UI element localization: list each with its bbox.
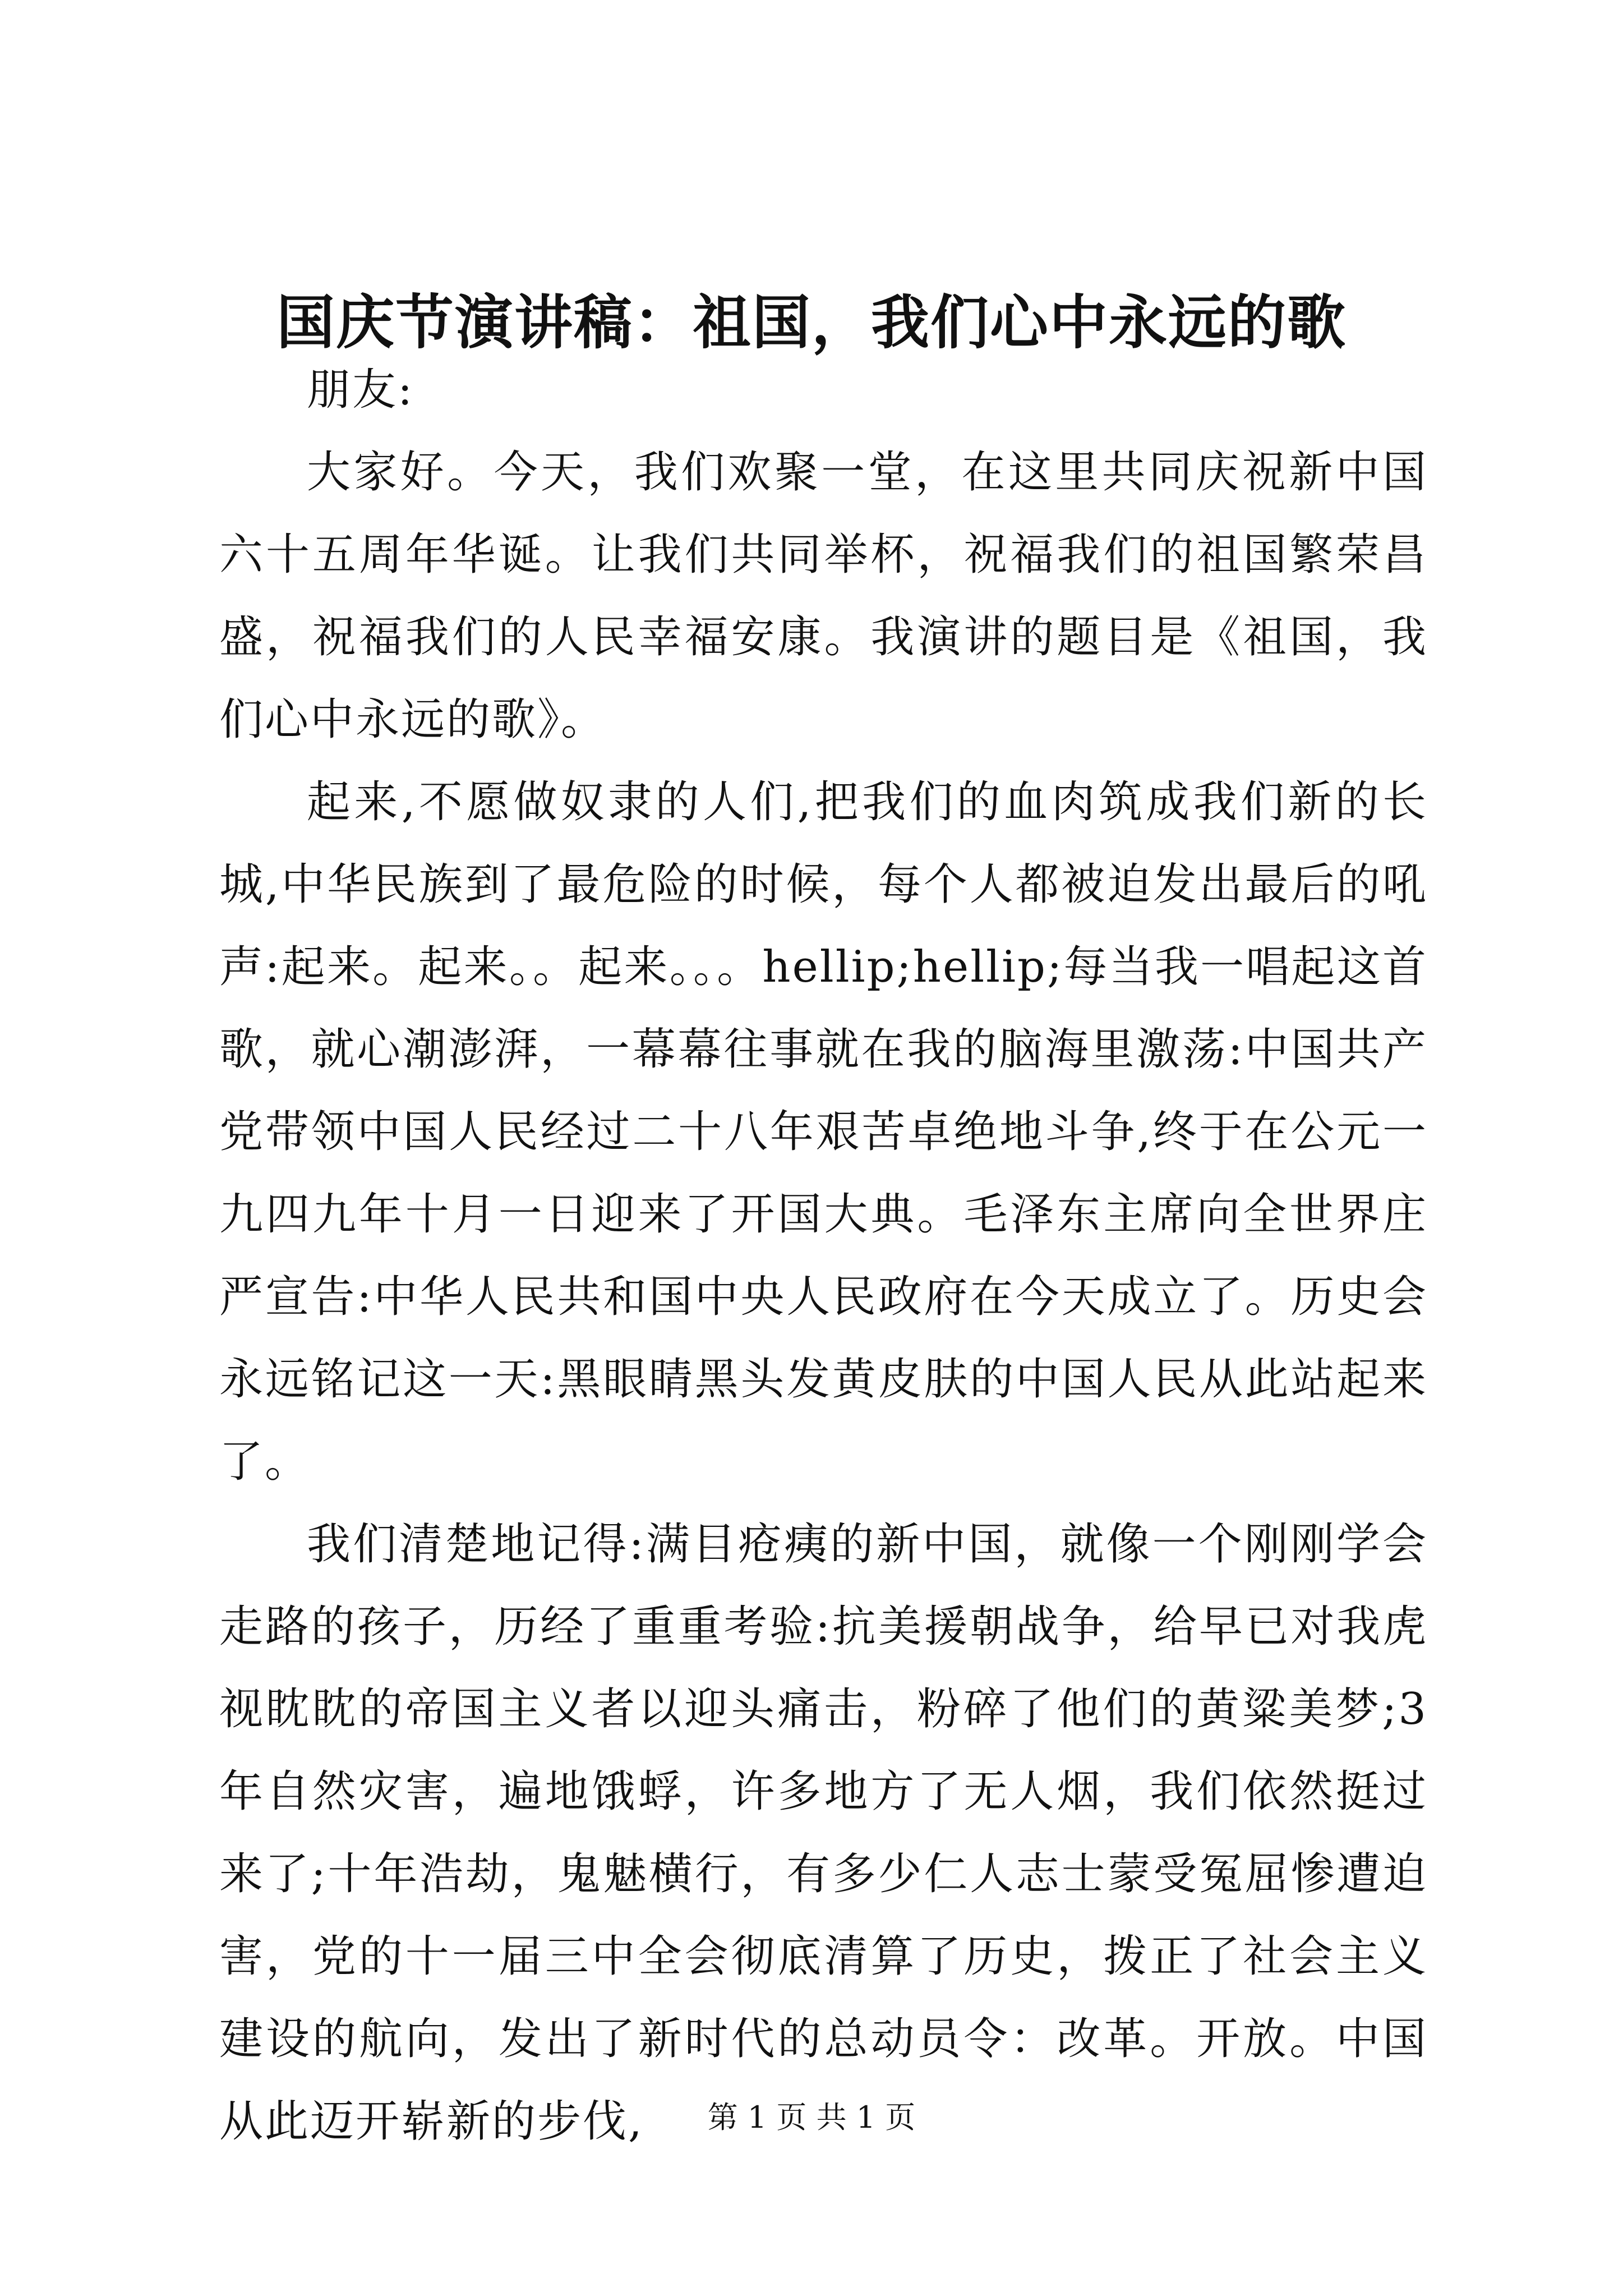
greeting: 朋友: — [307, 365, 414, 415]
paragraph-1: 大家好。今天，我们欢聚一堂，在这里共同庆祝新中国六十五周年华诞。让我们共同举杯，祝福我们的祖国繁荣昌盛，祝福我们的人民幸福安康。我演讲的题目是《祖国，我们心中永远的歌》。 — [219, 447, 1428, 745]
paragraph-2: 起来,不愿做奴隶的人们,把我们的血肉筑成我们新的长城,中华民族到了最危险的时候，每个人都被迫发出最后的吼声:起来。起来。。起来。。。hellip;hellip;每当我一唱起这首歌，就心潮澎湃，一幕幕往事就在我的脑海里激荡:中国共产党带领中国人民经过二十八年艰苦卓绝地斗争,终于在公元一九四九年十月一日迎来了开国大典。毛泽东主席向全世界庄严宣告:中华人民共和国中央人民政府在今天成立了。历史会永远铭记这一天:黑眼睛黑头发黄皮肤的中国人民从此站起来了。 — [219, 777, 1428, 1487]
document-body — [219, 349, 1428, 2163]
document-title: 国庆节演讲稿：祖国，我们心中永远的歌 — [276, 288, 1347, 357]
paragraph-3: 我们清楚地记得:满目疮痍的新中国，就像一个刚刚学会走路的孩子，历经了重重考验:抗美援朝战争，给早已对我虎视眈眈的帝国主义者以迎头痛击，粉碎了他们的黄粱美梦;3年自然灾害，遍地饿蜉，许多地方了无人烟，我们依然挺过来了;十年浩劫，鬼魅横行，有多少仁人志士蒙受冤屈惨遭迫害，党的十一届三中全会彻底清算了历史，拨正了社会主义建设的航向，发出了新时代的总动员令：改革。开放。中国从此迈开崭新的步伐, — [219, 1519, 1428, 2147]
page-footer: 第 1 页 共 1 页 — [707, 2100, 916, 2135]
